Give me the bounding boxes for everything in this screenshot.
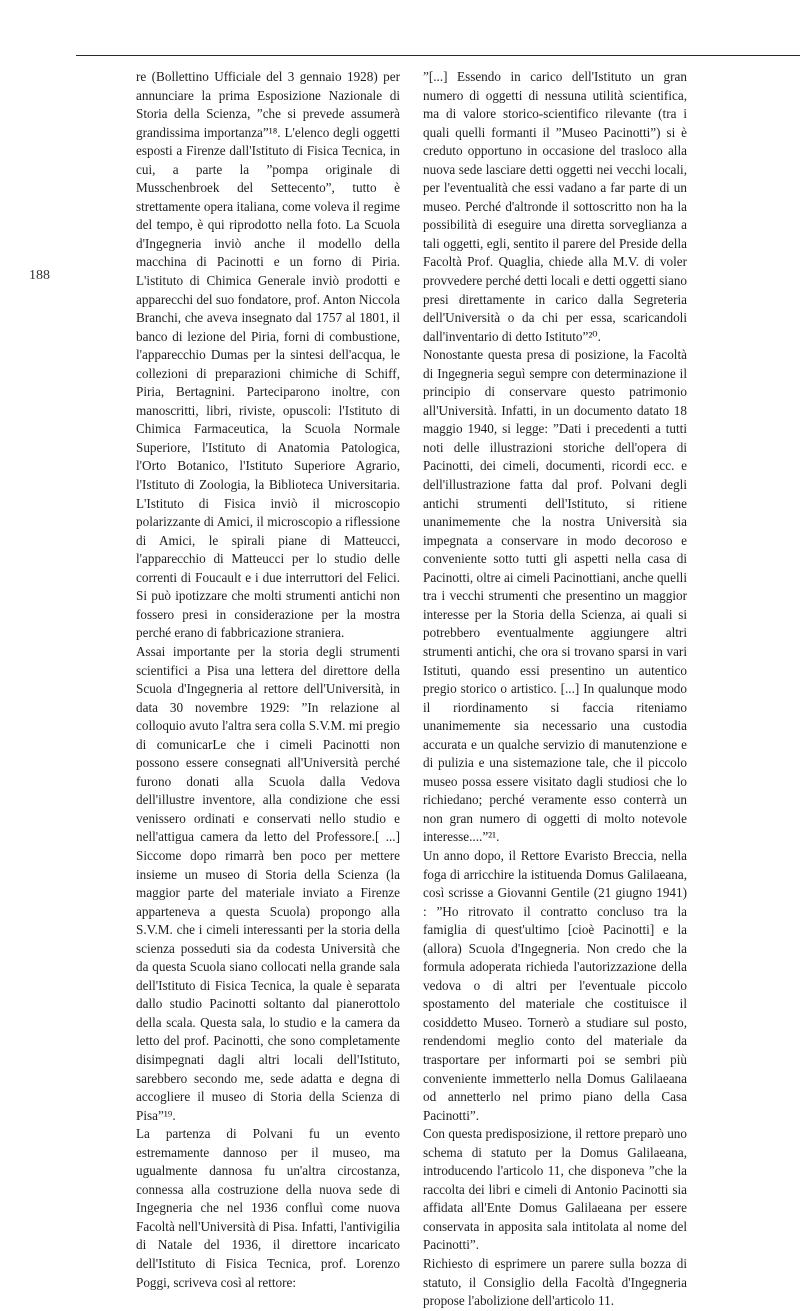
header-rule (76, 55, 800, 56)
page-number: 188 (29, 268, 50, 283)
right-column (423, 68, 687, 1311)
paragraph: Richiesto di esprimere un parere sulla bozza di statuto, il Consiglio della Facoltà d'Ingegneria propose l'abolizione dell'articolo 11. (423, 1256, 687, 1309)
paragraph: re (Bollettino Ufficiale del 3 gennaio 1928) per annunciare la prima Esposizione Nazionale di Storia della Scienza, ”che si prevede assumerà grandissima importanza”¹⁸. L'elenco degli oggetti esposti a Firenze dall'Istituto di Fisica Tecnica, in cui, a parte la ”pompa originale di Musschenbroek del Settecento”, tutto è strettamente opera italiana, come voleva il regime del tempo, è qui riprodotto nella foto. La Scuola d'Ingegneria inviò anche il modello della macchina di Pacinotti e un forno di Piria. L'istituto di Chimica Generale inviò prodotti e apparecchi del suo fondatore, prof. Anton Niccola Branchi, che aveva insegnato dal 1757 al 1801, il banco di lezione del Piria, forni di combustione, l'apparecchio Dumas per la sintesi dell'acqua, le collezioni di preparazioni chimiche di Schiff, Piria, Bertagnini. Parteciparono inoltre, con manoscritti, libri, riviste, opuscoli: l'Istituto di Chimica Farmaceutica, la Scuola Normale Superiore, l'Istituto di Anatomia Patologica, l'Orto Botanico, l'Istituto Superiore Agrario, l'Istituto di Zoologia, la Biblioteca Universitaria. L'Istituto di Fisica inviò il microscopio polarizzante di Amici, il microscopio a riflessione di Amici, le spirali piane di Matteucci, l'apparecchio di Matteucci per lo studio delle correnti di Foucault e i due interruttori del Felici. Si può ipotizzare che molti strumenti antichi non fossero presi in considerazione per la mostra perché erano di fabbricazione straniera. (136, 69, 400, 641)
paragraph: Nonostante questa presa di posizione, la Facoltà di Ingegneria seguì sempre con determinazione il principio di conservare questo patrimonio all'Università. Infatti, in un documento datato 18 maggio 1940, si legge: ”Dati i precedenti a tutti noti delle illustrazioni storiche dell'opera di Pacinotti, dei cimeli, documenti, ricordi ecc. e dell'illustrazione fatta dal prof. Polvani degli antichi strumenti dell'Istituto, si ritiene unanimemente che la nostra Università sia impegnata a conservare in modo decoroso e conveniente sotto tutti gli aspetti nella casa di Pacinotti, oltre ai cimeli Pacinottiani, anche quelli tra i vecchi strumenti che presentino un maggior interesse per la Storia della Scienza, ai quali si potrebbero eventualmente aggiungere altri strumenti antichi, che ora si trovano sparsi in vari Istituti, quando essi presentino un autentico pregio storico o artistico. [...] In qualunque modo il riordinamento si faccia riteniamo unanimemente sia necessario una custodia accurata e un qualche servizio di manutenzione e di pulizia e una sistemazione tale, che il piccolo museo possa essere visitato dagli studiosi che lo richiedano; perché veramente esso conterrà un non gran numero di oggetti di molto notevole interesse....”²¹. (423, 347, 687, 845)
paragraph: La partenza di Polvani fu un evento estremamente dannoso per il museo, ma ugualmente dannosa fu un'altra circostanza, connessa alla costruzione della nuova sede di Ingegneria che nel 1936 confluì come nuova Facoltà nell'Università di Pisa. Infatti, l'antivigilia di Natale del 1936, il direttore incaricato dell'Istituto di Fisica Tecnica, prof. Lorenzo Poggi, scriveva così al rettore: (136, 1126, 400, 1290)
paragraph: Con questa predisposizione, il rettore preparò uno schema di statuto per la Domus Galilaeana, introducendo l'articolo 11, che disponeva ”che la raccolta dei libri e cimeli di Antonio Pacinotti sia affidata all'Ente Domus Galilaeana per essere conservata in apposita sala intitolata al nome del Pacinotti”. (423, 1126, 687, 1253)
paragraph: Un anno dopo, il Rettore Evaristo Breccia, nella foga di arricchire la istituenda Domus Galilaeana, così scrisse a Giovanni Gentile (21 giugno 1941) : ”Ho ritrovato il contratto concluso tra la famiglia di quest'ultimo [cioè Pacinotti] e la (allora) Scuola d'Ingegneria. Non credo che la formula adoperata richieda l'autorizzazione della vedova o di altri per l'eventuale piccolo spostamento del materiale che costituisce il cosiddetto Museo. Tornerò a studiare sul posto, rendendomi meglio conto del materiale da trasportare per informarti poi se sembri più conveniente immetterlo nella Domus Galilaeana od annetterlo nel primo piano della Casa Pacinotti”. (423, 847, 687, 1123)
paragraph: ”[...] Essendo in carico dell'Istituto un gran numero di oggetti di nessuna utilità scientifica, ma di valore storico-scientifico rilevante (tra i quali quelli formanti il ”Museo Pacinotti”) si è creduto opportuno in occasione del trasloco alla nuova sede lasciare detti oggetti nei vecchi locali, per l'eventualità che essi vadano a far parte di un museo. Perché d'altronde il sottoscritto non ha la possibilità di eseguire una diretta sorveglianza a tali oggetti, egli, sentito il parere del Preside della Facoltà Prof. Quaglia, chiede alla M.V. di voler provvedere perché detti locali e detti oggetti siano presi direttamente in carico dalla Segreteria dell'Università o da chi per essa, scaricandoli dall'inventario di detto Istituto”²⁰. (423, 69, 688, 344)
left-column (136, 68, 400, 1292)
paragraph: Assai importante per la storia degli strumenti scientifici a Pisa una lettera del direttore della Scuola d'Ingegneria al rettore dell'Università, in data 30 novembre 1929: ”In relazione al colloquio avuto l'altra sera colla S.V.M. mi pregio di comunicarLe che i cimeli Pacinotti non possono essere consegnati all'Università perché furono donati alla Scuola dalla Vedova dell'illustre inventore, alla condizione che essi venissero ordinati e conservati nello studio e nell'attigua camera da letto del Professore.[ ...] Siccome dopo rimarrà ben poco per mettere insieme un museo di Storia della Scienza (la maggior parte del materiale inviato a Firenze apparteneva a questa Scuola) propongo alla S.V.M. che i cimeli interessanti per la storia della scienza posseduti sia da codesta Università che da questa Scuola siano collocati nella grande sala dell'Istituto di Fisica Tecnica, la quale è separata dallo studio Pacinotti soltanto dal pianerottolo della scala. Questa sala, lo studio e la camera da letto del prof. Pacinotti, che sono completamente disimpegnati dagli altri locali dell'Istituto, sarebbero secondo me, sede adatta e degna di accogliere il museo di Storia della Scienza di Pisa”¹⁹. (136, 643, 400, 1123)
